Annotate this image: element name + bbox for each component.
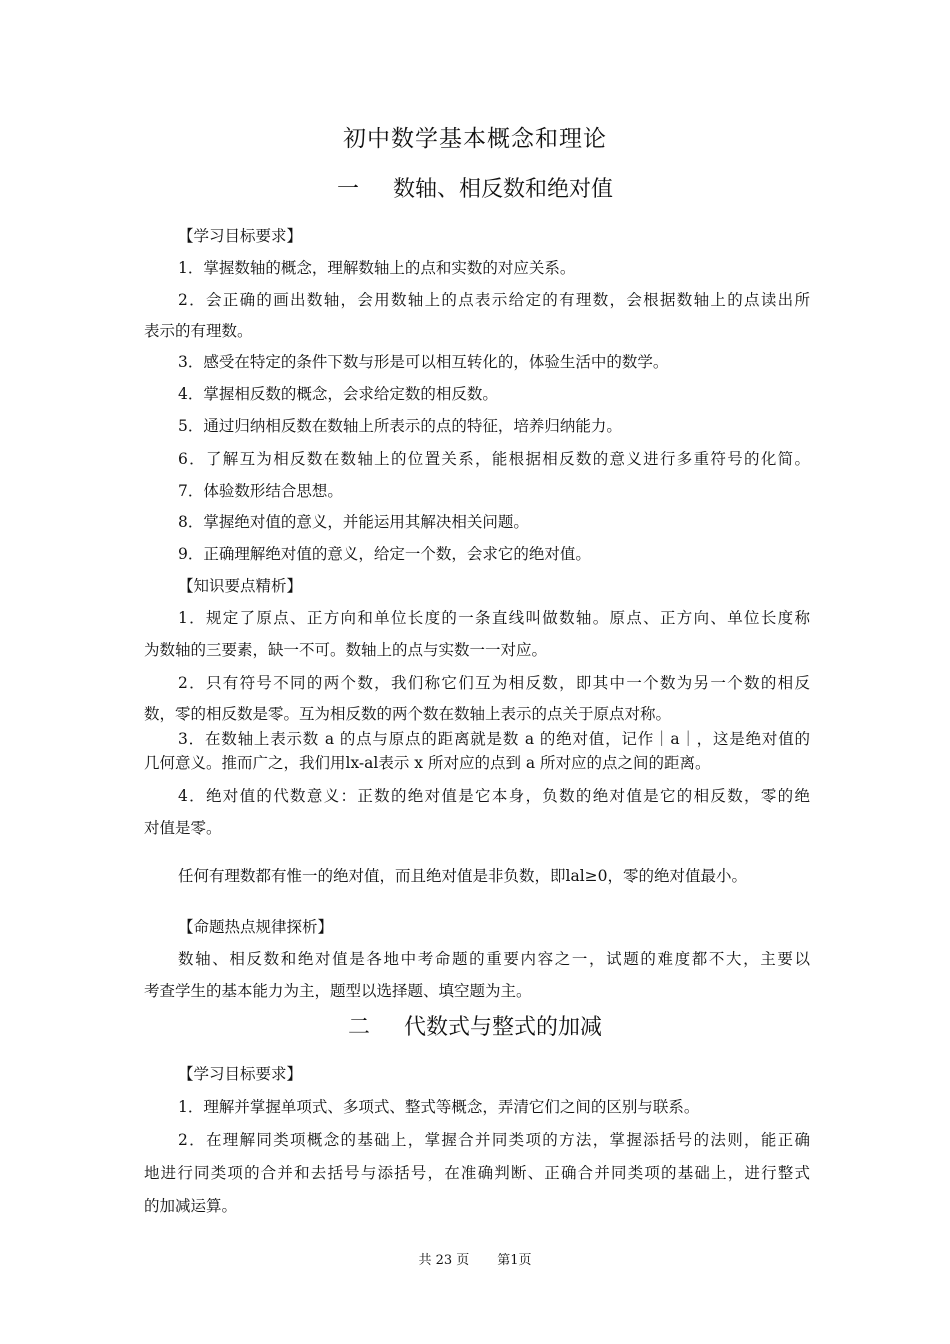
section-1-hot-heading: 【命题热点规律探析】 [178,918,334,936]
point-item: 1．规定了原点、正方向和单位长度的一条直线叫做数轴。原点、正方向、单位长度称 [178,609,810,627]
goal-item: 8．掌握绝对值的意义，并能运用其解决相关问题。 [178,513,529,531]
page-footer [0,1249,950,1268]
section-2-heading [0,1010,950,1041]
point-item-continued: 为数轴的三要素，缺一不可。数轴上的点与实数一一对应。 [144,641,548,659]
point-item: 4．绝对值的代数意义：正数的绝对值是它本身，负数的绝对值是它的相反数，零的绝 [178,787,810,805]
goal-item: 2．会正确的画出数轴，会用数轴上的点表示给定的有理数，会根据数轴上的点读出所 [178,291,810,309]
goal-item-continued: 表示的有理数。 [144,322,253,340]
goal-item: 5．通过归纳相反数在数轴上所表示的点的特征，培养归纳能力。 [178,417,622,435]
goal-item: 7．体验数形结合思想。 [178,482,343,500]
goal-item: 2．在理解同类项概念的基础上，掌握合并同类项的方法，掌握添括号的法则，能正确 [178,1131,810,1149]
point-item: 2．只有符号不同的两个数，我们称它们互为相反数，即其中一个数为另一个数的相反 [178,674,810,692]
goal-item-continued: 地进行同类项的合并和去括号与添括号，在准确判断、正确合并同类项的基础上，进行整式 [144,1164,810,1182]
section-2-goals-heading: 【学习目标要求】 [178,1065,303,1083]
hot-paragraph-continued: 考查学生的基本能力为主，题型以选择题、填空题为主。 [144,982,532,1000]
section-1-number: 一 [336,177,359,202]
section-2-title: 代数式与整式的加减 [403,1015,602,1040]
goal-item: 1．理解并掌握单项式、多项式、整式等概念，弄清它们之间的区别与联系。 [178,1098,700,1116]
section-1-goals-heading: 【学习目标要求】 [178,227,303,245]
section-1-title: 数轴、相反数和绝对值 [392,177,613,202]
section-1-points-heading: 【知识要点精析】 [178,577,303,595]
hot-paragraph: 数轴、相反数和绝对值是各地中考命题的重要内容之一，试题的难度都不大，主要以 [178,950,810,968]
goal-item: 6．了解互为相反数在数轴上的位置关系，能根据相反数的意义进行多重符号的化简。 [178,450,810,468]
goal-item-continued: 的加减运算。 [144,1197,238,1215]
goal-item: 4．掌握相反数的概念，会求给定数的相反数。 [178,385,498,403]
goal-item: 1．掌握数轴的概念，理解数轴上的点和实数的对应关系。 [178,259,576,277]
goal-item: 3．感受在特定的条件下数与形是可以相互转化的，体验生活中的数学。 [178,353,669,371]
goal-item: 9．正确理解绝对值的意义，给定一个数，会求它的绝对值。 [178,545,591,563]
document-title: 初中数学基本概念和理论 [343,126,607,152]
current-page: 第1页 [497,1253,532,1268]
point-item: 任何有理数都有惟一的绝对值，而且绝对值是非负数，即lal≥0，零的绝对值最小。 [178,867,748,885]
total-pages: 共 23 页 [418,1253,470,1268]
point-item-continued: 对值是零。 [144,819,222,837]
point-item-continued: 数，零的相反数是零。互为相反数的两个数在数轴上表示的点关于原点对称。 [144,705,672,723]
section-2-number: 二 [347,1015,370,1040]
point-item-continued: 几何意义。推而广之，我们用lx-al表示 x 所对应的点到 a 所对应的点之间的距离。 [144,754,711,772]
section-1-heading [0,172,950,203]
point-item: 3．在数轴上表示数 a 的点与原点的距离就是数 a 的绝对值，记作｜a｜，这是绝对值的 [178,730,810,748]
